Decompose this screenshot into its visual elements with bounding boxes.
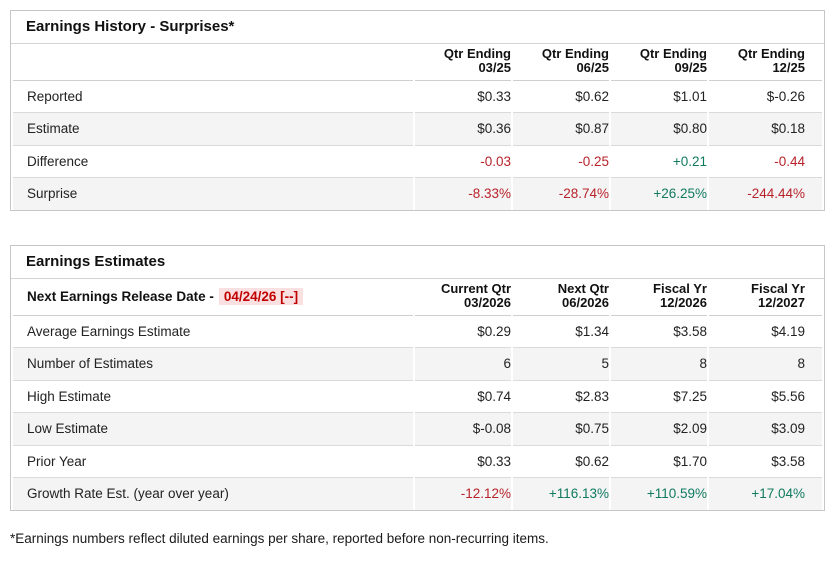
value-cell: $1.01 (611, 81, 707, 114)
value-cell: 8 (709, 348, 822, 381)
value-cell: -244.44% (709, 178, 822, 210)
value-cell: $0.74 (415, 381, 511, 414)
column-header-line2: 06/2026 (562, 295, 609, 311)
column-header (611, 44, 707, 81)
value-cell: +110.59% (611, 478, 707, 510)
value-cell: $0.80 (611, 113, 707, 146)
column-header-line1: Fiscal Yr (751, 280, 805, 296)
value-cell: $0.62 (513, 446, 609, 479)
column-header-line2: 12/2027 (758, 295, 805, 311)
row-label: Number of Estimates (13, 348, 413, 381)
earnings-history-title: Earnings History - Surprises* (11, 11, 824, 44)
column-header-line1: Next Qtr (557, 280, 609, 296)
table-row (13, 81, 822, 114)
column-header-line2: 06/25 (576, 60, 609, 76)
earnings-history-header-row (13, 44, 822, 81)
table-row (13, 146, 822, 179)
row-label: High Estimate (13, 381, 413, 414)
value-cell: 5 (513, 348, 609, 381)
table-row (13, 413, 822, 446)
row-label: Difference (13, 146, 413, 179)
next-earnings-release (13, 279, 413, 316)
column-header-line2: 12/25 (772, 60, 805, 76)
value-cell: +17.04% (709, 478, 822, 510)
next-earnings-date: 04/24/26 [--] (219, 288, 303, 305)
earnings-estimates-card (10, 245, 825, 511)
table-row (13, 348, 822, 381)
column-header (513, 279, 609, 316)
earnings-history-table (11, 44, 824, 210)
column-header-line1: Fiscal Yr (653, 280, 707, 296)
earnings-estimates-header-row (13, 279, 822, 316)
column-header-line1: Qtr Ending (737, 45, 805, 61)
value-cell: $0.87 (513, 113, 609, 146)
table-row (13, 178, 822, 210)
earnings-estimates-table (11, 279, 824, 510)
value-cell: $3.58 (611, 316, 707, 349)
value-cell: $0.62 (513, 81, 609, 114)
value-cell: $1.70 (611, 446, 707, 479)
row-label: Reported (13, 81, 413, 114)
value-cell: -8.33% (415, 178, 511, 210)
value-cell: $0.33 (415, 81, 511, 114)
value-cell: -0.03 (415, 146, 511, 179)
row-label: Growth Rate Est. (year over year) (13, 478, 413, 510)
column-header-line1: Qtr Ending (639, 45, 707, 61)
row-label: Low Estimate (13, 413, 413, 446)
value-cell: $3.09 (709, 413, 822, 446)
value-cell: $7.25 (611, 381, 707, 414)
value-cell: +0.21 (611, 146, 707, 179)
row-label: Prior Year (13, 446, 413, 479)
table-row (13, 316, 822, 349)
value-cell: $4.19 (709, 316, 822, 349)
value-cell: -0.44 (709, 146, 822, 179)
column-header-line1: Qtr Ending (443, 45, 511, 61)
column-header-line1: Qtr Ending (541, 45, 609, 61)
value-cell: -0.25 (513, 146, 609, 179)
value-cell: $3.58 (709, 446, 822, 479)
table-row (13, 381, 822, 414)
value-cell: $0.33 (415, 446, 511, 479)
value-cell: $2.09 (611, 413, 707, 446)
header-spacer (13, 44, 413, 81)
value-cell: $0.36 (415, 113, 511, 146)
table-row (13, 446, 822, 479)
value-cell: $-0.26 (709, 81, 822, 114)
column-header (415, 44, 511, 81)
value-cell: +116.13% (513, 478, 609, 510)
column-header-line2: 03/25 (478, 60, 511, 76)
row-label: Average Earnings Estimate (13, 316, 413, 349)
table-row (13, 113, 822, 146)
value-cell: $1.34 (513, 316, 609, 349)
value-cell: $5.56 (709, 381, 822, 414)
column-header (709, 279, 822, 316)
footnote: *Earnings numbers reflect diluted earnings per share, reported before non-recurring items. (10, 530, 549, 546)
value-cell: $0.18 (709, 113, 822, 146)
table-row (13, 478, 822, 510)
column-header-line2: 09/25 (674, 60, 707, 76)
column-header (611, 279, 707, 316)
earnings-estimates-title: Earnings Estimates (11, 246, 824, 279)
earnings-history-card (10, 10, 825, 211)
column-header (709, 44, 822, 81)
column-header-line1: Current Qtr (440, 280, 511, 296)
value-cell: -28.74% (513, 178, 609, 210)
row-label: Surprise (13, 178, 413, 210)
column-header-line2: 12/2026 (660, 295, 707, 311)
value-cell: -12.12% (415, 478, 511, 510)
column-header (415, 279, 511, 316)
value-cell: $2.83 (513, 381, 609, 414)
column-header-line2: 03/2026 (464, 295, 511, 311)
value-cell: +26.25% (611, 178, 707, 210)
value-cell: $0.75 (513, 413, 609, 446)
next-earnings-release-label: Next Earnings Release Date - (27, 288, 214, 304)
row-label: Estimate (13, 113, 413, 146)
value-cell: $-0.08 (415, 413, 511, 446)
value-cell: 6 (415, 348, 511, 381)
column-header (513, 44, 609, 81)
value-cell: $0.29 (415, 316, 511, 349)
value-cell: 8 (611, 348, 707, 381)
